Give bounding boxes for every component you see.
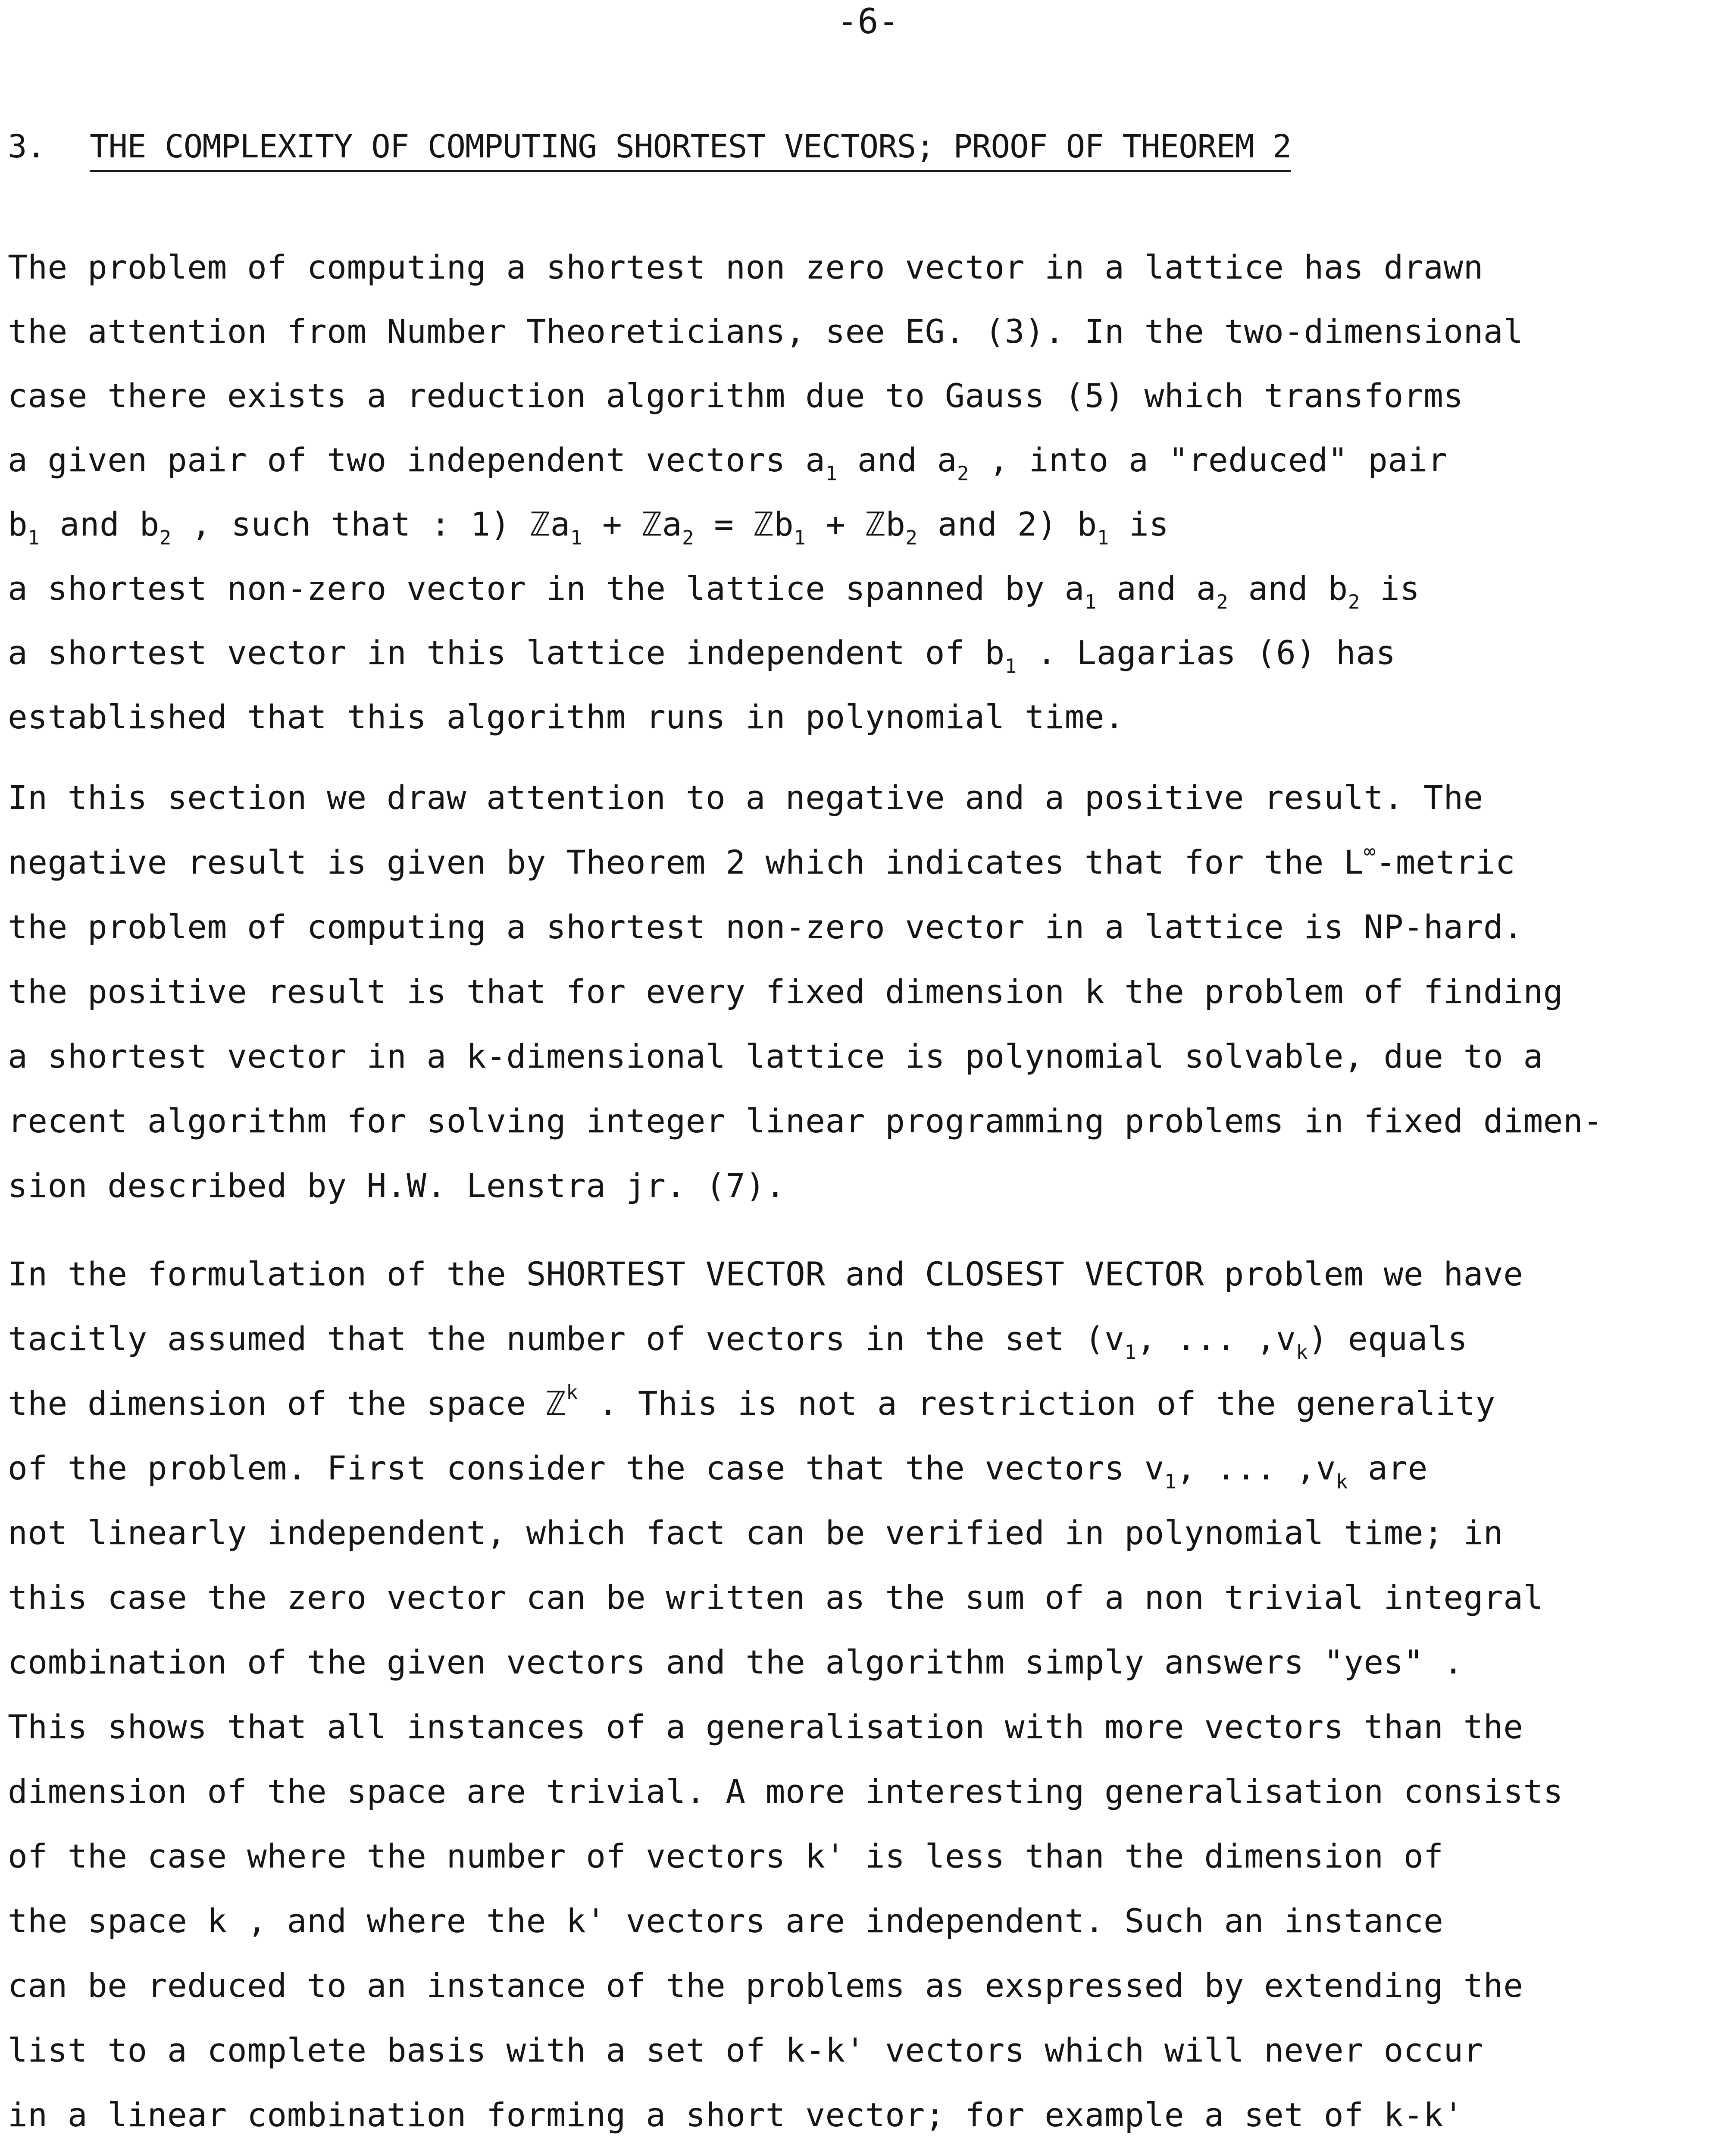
text-line: list to a complete basis with a set of k-k' vectors which will never occur <box>8 2031 1483 2069</box>
subscript: 1 <box>1097 526 1109 549</box>
section-heading <box>8 125 1291 172</box>
text-segment: , such that : 1) ℤa <box>171 505 570 543</box>
text-line <box>8 1436 1728 1501</box>
text-segment: = ℤb <box>694 505 794 543</box>
text-segment: , ... ,v <box>1136 1319 1296 1358</box>
text-segment: and a <box>1096 569 1217 608</box>
subscript: 2 <box>905 526 918 549</box>
text-segment: b <box>8 505 28 543</box>
text-segment: . Lagarias (6) has <box>1017 633 1396 672</box>
text-line: the space k , and where the k' vectors are independent. Such an instance <box>8 1902 1444 1940</box>
subscript: 2 <box>159 526 172 549</box>
text-segment: and b <box>1228 569 1348 608</box>
text-line: dimension of the space are trivial. A more interesting generalisation consists <box>8 1772 1563 1811</box>
subscript: 2 <box>682 526 694 549</box>
text-line: the positive result is that for every fixed dimension k the problem of finding <box>8 972 1563 1011</box>
paragraph-1 <box>8 235 1728 749</box>
paragraph-3 <box>8 1242 1728 2156</box>
subscript: 1 <box>1004 655 1017 678</box>
text-line <box>8 620 1728 685</box>
subscript: k <box>1296 1341 1308 1364</box>
text-segment: the dimension of the space ℤ <box>8 1384 566 1423</box>
section-number: 3. <box>8 128 46 165</box>
text-segment: , into a "reduced" pair <box>969 441 1448 479</box>
text-line <box>8 1371 1728 1436</box>
text-line: the problem of computing a shortest non-zero vector in a lattice is NP-hard. <box>8 908 1523 946</box>
subscript: k <box>1336 1470 1348 1493</box>
text-line: This shows that all instances of a generalisation with more vectors than the <box>8 1708 1523 1746</box>
text-line: established that this algorithm runs in polynomial time. <box>8 698 1125 736</box>
text-line <box>8 428 1728 492</box>
text-segment: a shortest non-zero vector in the lattice spanned by a <box>8 569 1085 608</box>
subscript: 1 <box>794 526 806 549</box>
text-segment: are <box>1348 1449 1428 1487</box>
text-segment: + ℤa <box>582 505 682 543</box>
text-segment: a given pair of two independent vectors a <box>8 441 826 479</box>
subscript: 1 <box>570 526 582 549</box>
superscript: k <box>566 1381 579 1404</box>
text-line: not linearly independent, which fact can be verified in polynomial time; in <box>8 1514 1504 1552</box>
subscript: 1 <box>1124 1341 1137 1364</box>
text-line: a shortest vector in a k-dimensional lattice is polynomial solvable, due to a <box>8 1037 1543 1075</box>
text-line: can be reduced to an instance of the problems as exspressed by extending the <box>8 1966 1523 2005</box>
text-line: In this section we draw attention to a negative and a positive result. The <box>8 778 1483 817</box>
text-segment: a shortest vector in this lattice independent of b <box>8 633 1005 672</box>
paragraph-2 <box>8 765 1728 1218</box>
subscript: 1 <box>1084 590 1097 614</box>
text-line: In the formulation of the SHORTEST VECTOR and CLOSEST VECTOR problem we have <box>8 1255 1523 1293</box>
text-segment: . This is not a restriction of the generality <box>578 1384 1495 1423</box>
text-segment: + ℤb <box>806 505 906 543</box>
text-segment: and b <box>40 505 160 543</box>
text-line: this case the zero vector can be written as the sum of a non trivial integral <box>8 1578 1543 1617</box>
text-line: the attention from Number Theoreticians, see EG. (3). In the two-dimensional <box>8 312 1523 351</box>
text-line <box>8 2147 1728 2156</box>
text-line: combination of the given vectors and the algorithm simply answers "yes" . <box>8 1643 1464 1681</box>
subscript: 2 <box>1348 590 1360 614</box>
text-line <box>8 1307 1728 1371</box>
text-line: in a linear combination forming a short vector; for example a set of k-k' <box>8 2096 1464 2134</box>
text-line: case there exists a reduction algorithm due to Gauss (5) which transforms <box>8 376 1464 415</box>
text-segment: , ... ,v <box>1176 1449 1336 1487</box>
text-line <box>8 556 1728 620</box>
text-segment: and a <box>837 441 957 479</box>
subscript: 1 <box>28 526 40 549</box>
text-line: of the case where the number of vectors k' is less than the dimension of <box>8 1837 1444 1875</box>
text-segment: is <box>1109 505 1169 543</box>
subscript: 1 <box>825 462 838 485</box>
text-segment: negative result is given by Theorem 2 which indicates that for the L <box>8 843 1364 881</box>
text-line: The problem of computing a shortest non zero vector in a lattice has drawn <box>8 248 1483 286</box>
subscript: 2 <box>957 462 969 485</box>
section-title: THE COMPLEXITY OF COMPUTING SHORTEST VECTORS; PROOF OF THEOREM 2 <box>90 125 1291 172</box>
page-number: -6- <box>837 1 899 41</box>
text-line: recent algorithm for solving integer linear programming problems in fixed dimen- <box>8 1102 1603 1140</box>
text-line <box>8 830 1728 895</box>
text-line: sion described by H.W. Lenstra jr. (7). <box>8 1166 785 1205</box>
text-segment: of the problem. First consider the case that the vectors v <box>8 1449 1164 1487</box>
text-segment: ) equals <box>1308 1319 1468 1358</box>
subscript: 2 <box>1216 590 1229 614</box>
subscript: 1 <box>1164 1470 1176 1493</box>
text-segment: is <box>1360 569 1420 608</box>
text-segment: -metric <box>1376 843 1516 881</box>
text-line <box>8 492 1728 556</box>
text-segment: and 2) b <box>917 505 1097 543</box>
text-segment: tacitly assumed that the number of vectors in the set (v <box>8 1319 1125 1358</box>
superscript: ∞ <box>1364 840 1376 863</box>
